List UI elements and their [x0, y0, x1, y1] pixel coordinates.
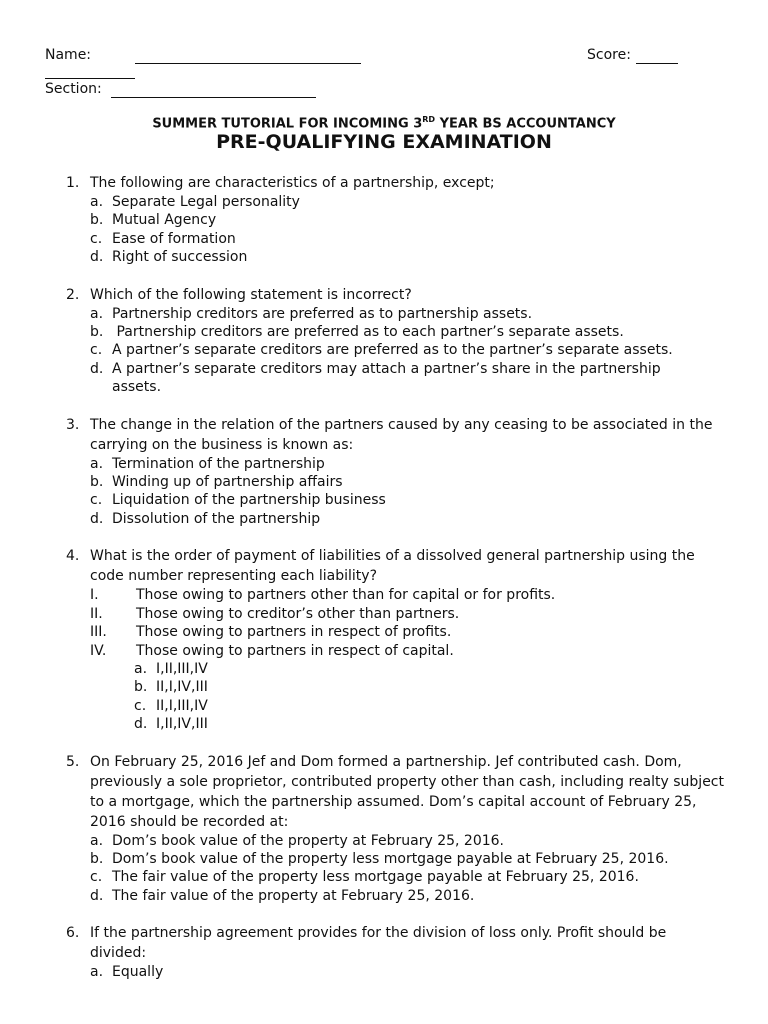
option-text: Partnership creditors are preferred as to partnership assets.	[112, 305, 533, 322]
option-text: Equally	[112, 964, 164, 981]
option-text: II,I,III,IV	[156, 697, 208, 714]
question-number: 4.	[66, 548, 80, 565]
option-text: A partner’s separate creditors may attach a partner’s share in the partnership assets.	[112, 360, 661, 396]
score-field[interactable]	[636, 49, 678, 64]
option-text: I,II,IV,III	[156, 716, 208, 733]
option-text: Dom’s book value of the property at February 25, 2016.	[112, 832, 504, 849]
question-4	[66, 546, 726, 733]
option-text: The fair value of the property less mortgage payable at February 25, 2016.	[112, 869, 639, 886]
option-letter: d.	[134, 716, 148, 733]
exam-title: PRE-QUALIFYING EXAMINATION	[216, 131, 552, 153]
roman-text: Those owing to partners in respect of profits.	[136, 624, 452, 641]
section-label: Section:	[45, 81, 102, 97]
score-field-continuation[interactable]	[45, 64, 135, 79]
roman-item	[90, 605, 726, 623]
option-item	[90, 887, 726, 905]
subtitle-prefix: SUMMER TUTORIAL FOR INCOMING 3	[152, 116, 423, 132]
option-text: Separate Legal personality	[112, 194, 300, 210]
question-number: 1.	[66, 175, 80, 191]
option-letter: c.	[90, 230, 103, 247]
option-letter: a.	[90, 832, 104, 849]
question-number: 6.	[66, 925, 80, 942]
roman-text: Those owing to partners other than for capital or for profits.	[136, 587, 556, 604]
roman-item	[90, 623, 726, 641]
option-item	[90, 193, 726, 211]
option-item	[90, 248, 726, 266]
roman-numeral: I.	[90, 587, 99, 604]
option-letter: b.	[90, 324, 104, 341]
option-item	[90, 850, 726, 868]
option-item	[90, 360, 726, 397]
option-text: Winding up of partnership affairs	[112, 474, 343, 491]
option-item	[90, 510, 726, 528]
question-number: 5.	[66, 753, 80, 770]
option-item	[134, 715, 726, 733]
question-number: 2.	[66, 286, 80, 303]
question-1	[66, 173, 726, 267]
option-text: Termination of the partnership	[112, 455, 325, 472]
roman-numeral: III.	[90, 624, 107, 641]
option-text: Dom’s book value of the property less mortgage payable at February 25, 2016.	[112, 850, 669, 867]
roman-text: Those owing to partners in respect of capital.	[136, 642, 454, 659]
question-text: What is the order of payment of liabilities of a dissolved general partnership using the code number representing each liability?	[90, 548, 695, 585]
question-3	[66, 415, 726, 529]
question-text: The change in the relation of the partners caused by any ceasing to be associated in the carrying on the business is known as:	[90, 416, 713, 453]
section-field[interactable]	[111, 83, 316, 98]
name-label: Name:	[45, 47, 92, 63]
option-letter: d.	[90, 249, 104, 266]
question-text: If the partnership agreement provides for the division of loss only. Profit should be divided:	[90, 925, 667, 962]
option-letter: b.	[90, 474, 104, 491]
roman-numeral: IV.	[90, 642, 107, 659]
option-letter: b.	[90, 850, 104, 867]
roman-text: Those owing to creditor’s other than partners.	[136, 605, 460, 622]
option-letter: b.	[90, 212, 104, 229]
option-text: Liquidation of the partnership business	[112, 492, 386, 509]
exam-subtitle	[0, 115, 768, 131]
score-label: Score:	[587, 47, 631, 63]
subtitle-suffix: YEAR BS ACCOUNTANCY	[435, 116, 616, 132]
option-item	[90, 455, 726, 473]
option-letter: c.	[90, 869, 103, 886]
roman-item	[90, 586, 726, 604]
option-item	[90, 832, 726, 850]
question-2	[66, 285, 726, 397]
option-letter: d.	[90, 360, 104, 377]
option-text: Ease of formation	[112, 230, 236, 247]
question-list	[66, 173, 726, 1000]
option-letter: a.	[90, 455, 104, 472]
option-text: A partner’s separate creditors are preferred as to the partner’s separate assets.	[112, 342, 673, 359]
option-letter: b.	[134, 679, 148, 696]
option-item	[134, 660, 726, 678]
option-text: The fair value of the property at February 25, 2016.	[112, 887, 475, 904]
question-text: The following are characteristics of a partnership, except;	[90, 175, 495, 191]
option-item	[90, 491, 726, 509]
option-letter: a.	[90, 194, 104, 210]
roman-item	[90, 642, 726, 660]
question-text: Which of the following statement is incorrect?	[90, 286, 412, 303]
subtitle-superscript: RD	[422, 115, 436, 124]
option-letter: a.	[90, 964, 104, 981]
option-letter: c.	[90, 342, 103, 359]
roman-numeral: II.	[90, 605, 103, 622]
option-item	[90, 323, 726, 341]
option-item	[134, 697, 726, 715]
option-item	[90, 473, 726, 491]
option-item	[134, 678, 726, 696]
option-item	[90, 211, 726, 229]
question-number: 3.	[66, 416, 80, 433]
question-text: On February 25, 2016 Jef and Dom formed a partnership. Jef contributed cash. Dom, previously a sole proprietor, contributed property other than cash, including realty subject to a mortgage, which the partnership assumed. Dom’s capital account of February 25, 2016 should be recorded at:	[90, 753, 724, 830]
option-letter: c.	[90, 492, 103, 509]
option-text: II,I,IV,III	[156, 679, 208, 696]
option-item	[90, 868, 726, 886]
option-letter: c.	[134, 697, 147, 714]
option-item	[90, 341, 726, 359]
option-letter: d.	[90, 887, 104, 904]
option-item	[90, 963, 726, 981]
option-letter: d.	[90, 510, 104, 527]
option-item	[90, 305, 726, 323]
option-text: Right of succession	[112, 249, 248, 266]
option-letter: a.	[134, 660, 148, 677]
question-6	[66, 923, 726, 981]
option-text: Mutual Agency	[112, 212, 217, 229]
question-5	[66, 752, 726, 906]
option-item	[90, 230, 726, 248]
option-letter: a.	[90, 305, 104, 322]
option-text: Partnership creditors are preferred as to each partner’s separate assets.	[112, 324, 624, 341]
option-text: Dissolution of the partnership	[112, 510, 321, 527]
option-text: I,II,III,IV	[156, 660, 208, 677]
name-field[interactable]	[135, 49, 361, 64]
